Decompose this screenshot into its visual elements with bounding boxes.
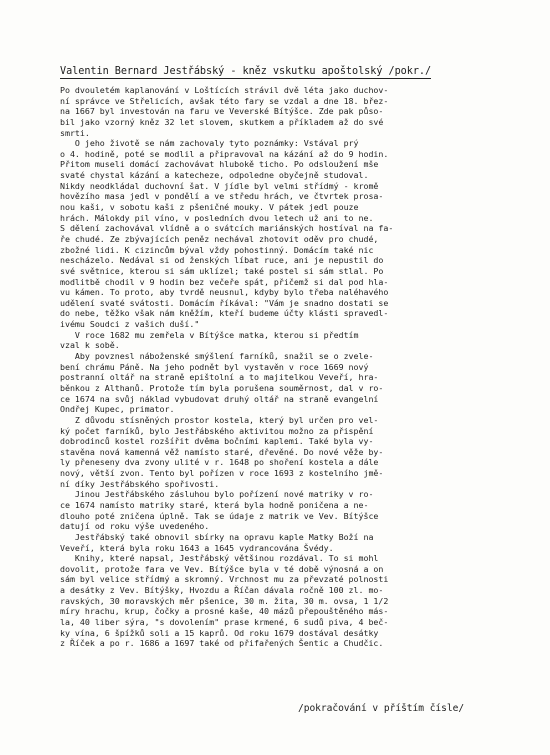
text-line: nou kaši, v sobotu kaši z pšeničné mouky. V pátek jedl pouze (60, 202, 359, 213)
continuation-note: /pokračování v příštím čísle/ (298, 703, 465, 714)
text-line: Ondřej Kupec, primator. (60, 404, 175, 415)
text-line: ře chudé. Ze zbývajících peněz nechával zhotovit oděv pro chudé, (60, 233, 379, 244)
text-line: dobrodinců kostel rozšířit dvěma bočními kaplemi. Také byla vy- (60, 436, 374, 447)
text-line: nescházelo. Nedával si od ženských líbat ruce, ani je nepustil do (60, 255, 384, 266)
text-line: běnkou z Althanů. Protože tím byla porušena souměrnost, dal v ro- (60, 382, 384, 393)
article-title: Valentin Bernard Jestřábský - kněz vskutku apoštolský /pokr./ (60, 66, 432, 77)
text-line: bil jako vzorný kněz 32 let slovem, skutkem a příkladem až do své (60, 116, 384, 127)
text-line: Knihy, které napsal, Jestřábský většinou rozdával. To si mohl (60, 553, 379, 564)
text-line: vzal k sobě. (60, 340, 120, 351)
text-line: hovězího masa jedl v pondělí a ve středu hrách, ve čtvrtek prosa- (60, 191, 384, 202)
text-line: postranní oltář na straně epištolní a to majitelkou Veveří, hra- (60, 372, 379, 383)
text-line: V roce 1682 mu zemřela v Bítýšce matka, kterou si předtím (60, 329, 359, 340)
text-line: ly přeneseny dva zvony ulité v r. 1648 po shoření kostela a dále (60, 457, 379, 468)
text-line: ky vína, 6 špížků soli a 15 kaprů. Od roku 1679 dostával desátky (60, 627, 379, 638)
text-line: la, 40 liber sýra, "s dovolením" prase krmené, 6 sudů piva, 4 beč- (60, 617, 389, 628)
text-line: do nebe, těžko však nám kněžím, kteří budeme účty klásti spravedl- (60, 308, 389, 319)
text-line: dovolit, protože fara ve Vev. Bítýšce byla v té době výnosná a on (60, 563, 384, 574)
text-line: o 4. hodině, poté se modlil a připravoval na kázání až do 9 hodin. (60, 148, 389, 159)
text-line: nový, větší zvon. Tento byl pořízen v roce 1693 z kostelního jmě- (60, 468, 384, 479)
text-line: Jestřábský také obnovil sbírky na opravu kaple Matky Boží na (60, 531, 374, 542)
text-line: bení chrámu Páně. Na jeho podnět byl vystavěn v roce 1669 nový (60, 361, 369, 372)
text-line: ce 1674 na svůj náklad vybudovat druhý oltář na straně evangelní (60, 393, 379, 404)
article-body (60, 85, 500, 649)
text-line: na 1667 byl investován na faru ve Veverské Bítýšce. Zde pak půso- (60, 106, 384, 117)
text-line: ní díky Jestřábského spořivosti. (60, 478, 220, 489)
text-line: ravských, 30 moravských měr pšenice, 30 m. žita, 30 m. ovsa, 1 1/2 (60, 595, 389, 606)
text-line: Přitom museli domácí zachovávat hlubokě ticho. Po odsloužení mše (60, 159, 379, 170)
text-line: Veveří, která byla roku 1643 a 1645 vydrancována Švédy. (60, 542, 334, 553)
text-line: a desátky z Vev. Bítýšky, Hvozdu a Říčan dávala ročně 100 zl. mo- (60, 585, 384, 596)
text-line: své světnice, kterou si sám uklízel; také postel si sám stlal. Po (60, 265, 384, 276)
text-line: Z důvodu stísněných prostor kostela, který byl určen pro vel- (60, 414, 379, 425)
text-line: S dělení zachovával vlídně a o svátcích mariánských hostíval na fa- (60, 223, 394, 234)
text-line: Aby povznesl náboženské smýšlení farníků, snažil se o zvele- (60, 351, 374, 362)
text-line: smrti. (60, 127, 90, 138)
text-line: míry hrachu, krup, čočky a prosné kaše, 40 mázů přepouštěného más- (60, 606, 389, 617)
text-line: ký počet farníků, bylo Jestřábského aktivitou možno za přispění (60, 425, 374, 436)
text-line: Po dvouletém kaplanování v Loštících strávil dvě léta jako duchov- (60, 85, 389, 95)
text-line: vu kámen. To proto, aby tvrdě neusnul, kdyby bylo třeba naléhavého (60, 287, 389, 298)
text-line: datují od roku výše uvedeného. (60, 521, 210, 532)
text-line: svaté chystal kázání a katecheze, odpoledne obyčejně studoval. (60, 170, 369, 181)
text-line: dlouho poté zničena úplně. Tak se údaje z matrik ve Vev. Bítýšce (60, 510, 379, 521)
text-line: modlitbě chodil v 9 hodin bez večeře spát, přičemž si dal pod hla- (60, 276, 389, 287)
text-line: ní správce ve Střelicích, avšak této fary se vzdal a dne 18. břez- (60, 95, 389, 106)
text-line: hrách. Málokdy pil víno, v posledních dvou letech už ani to ne. (60, 212, 374, 223)
text-line: udělení svaté svátosti. Domácím říkával: "Vám je snadno dostati se (60, 297, 389, 308)
text-line: stavěna nová kamenná věž namísto staré, dřevěné. Do nové věže by- (60, 446, 384, 457)
text-line: z Říček a po r. 1686 a 1697 také od přifařených Šentic a Chudčic. (60, 638, 384, 649)
text-line: O jeho životě se nám zachovaly tyto poznámky: Vstával prý (60, 138, 359, 149)
text-line: ce 1674 namísto matriky staré, která byla hodně poničena a ne- (60, 499, 369, 510)
text-line: ivému Soudci z vašich duší." (60, 319, 200, 330)
text-line: Nikdy neodkládal duchovní šat. V jídle byl velmi střídmý - kromě (60, 180, 379, 191)
text-line: sám byl velice střídmý a skromný. Vrchnost mu za převzaté polnosti (60, 574, 389, 585)
text-line: zbožné lidi. K cizincům býval vždy pohostinný. Domácím také nic (60, 244, 374, 255)
text-line: Jinou Jestřábského zásluhou bylo pořízení nové matriky v ro- (60, 489, 374, 500)
